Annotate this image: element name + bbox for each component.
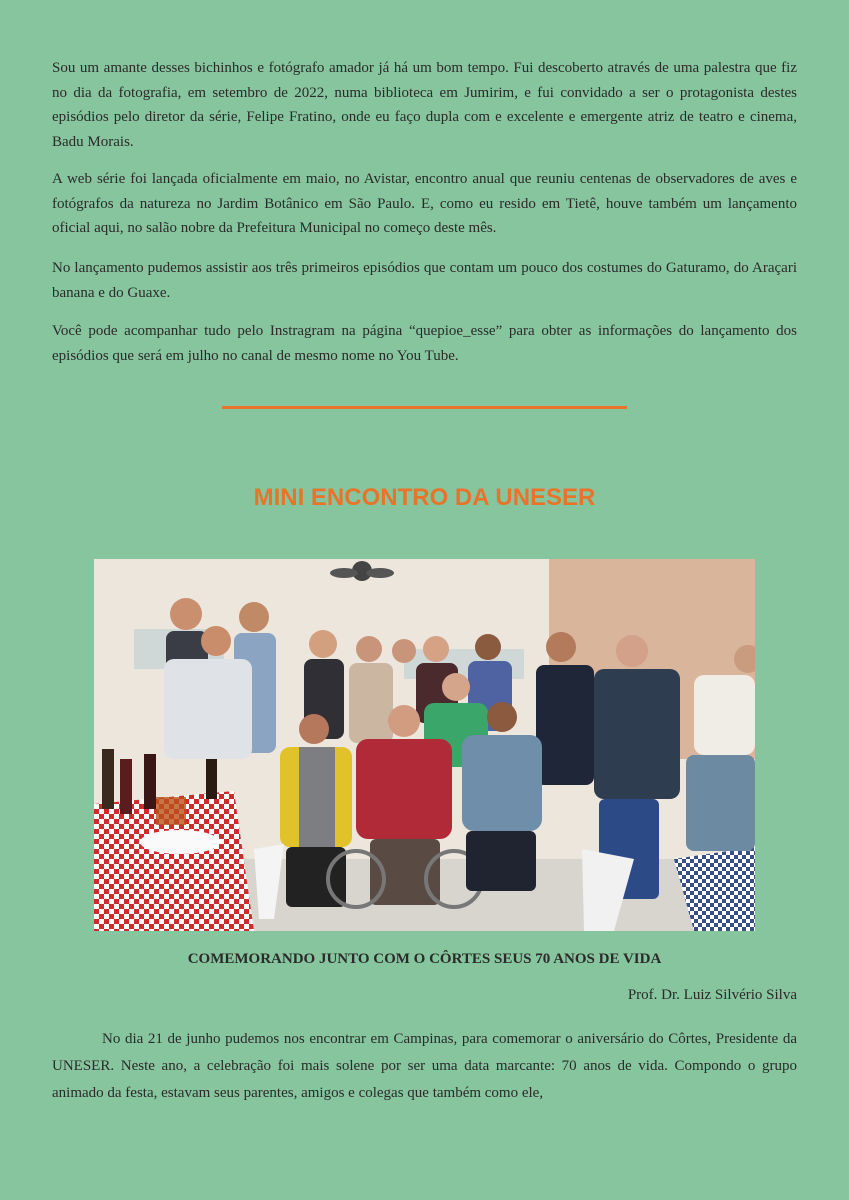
paragraph-web-series: A web série foi lançada oficialmente em maio, no Avistar, encontro anual que reuniu centenas de observadores de aves e fotógrafos da natureza no Jardim Botânico em São Paulo. E, como eu resido em Tietê, houve também um lançamento oficial aqui, no salão nobre da Prefeitura Municipal no começo deste mês. [52, 171, 797, 236]
paragraph-launch: No lançamento pudemos assistir aos três primeiros episódios que contam um pouco dos costumes do Gaturamo, do Araçari banana e do Guaxe. [52, 260, 797, 301]
paragraph-celebration: No dia 21 de junho pudemos nos encontrar em Campinas, para comemorar o aniversário do Côrtes, Presidente da UNESER. Neste ano, a celebração foi mais solene por ser uma data marcante: 70 anos de vida. Compondo o grupo animado da festa, estavam seus parentes, amigos e colegas que também como ele, [52, 1031, 797, 1101]
paragraph-intro: Sou um amante desses bichinhos e fotógrafo amador já há um bom tempo. Fui descoberto através de uma palestra que fiz no dia da fotografia, em setembro de 2022, numa biblioteca em Jumirim, e fui convidado a ser o protagonista destes episódios pelo diretor da série, Felipe Fratino, onde eu faço dupla com e excelente e emergente atriz de teatro e cinema, Badu Morais. [52, 60, 797, 150]
section-divider [222, 406, 627, 409]
section-title: MINI ENCONTRO DA UNESER [253, 484, 596, 511]
photo-caption: COMEMORANDO JUNTO COM O CÔRTES SEUS 70 ANOS DE VIDA [187, 951, 662, 967]
paragraph-instagram: Você pode acompanhar tudo pelo Instragram na página “quepioe_esse” para obter as informações do lançamento dos episódios que será em julho no canal de mesmo nome no You Tube. [52, 323, 797, 364]
group-photo [94, 559, 755, 931]
author-name: Prof. Dr. Luiz Silvério Silva [627, 987, 797, 1003]
